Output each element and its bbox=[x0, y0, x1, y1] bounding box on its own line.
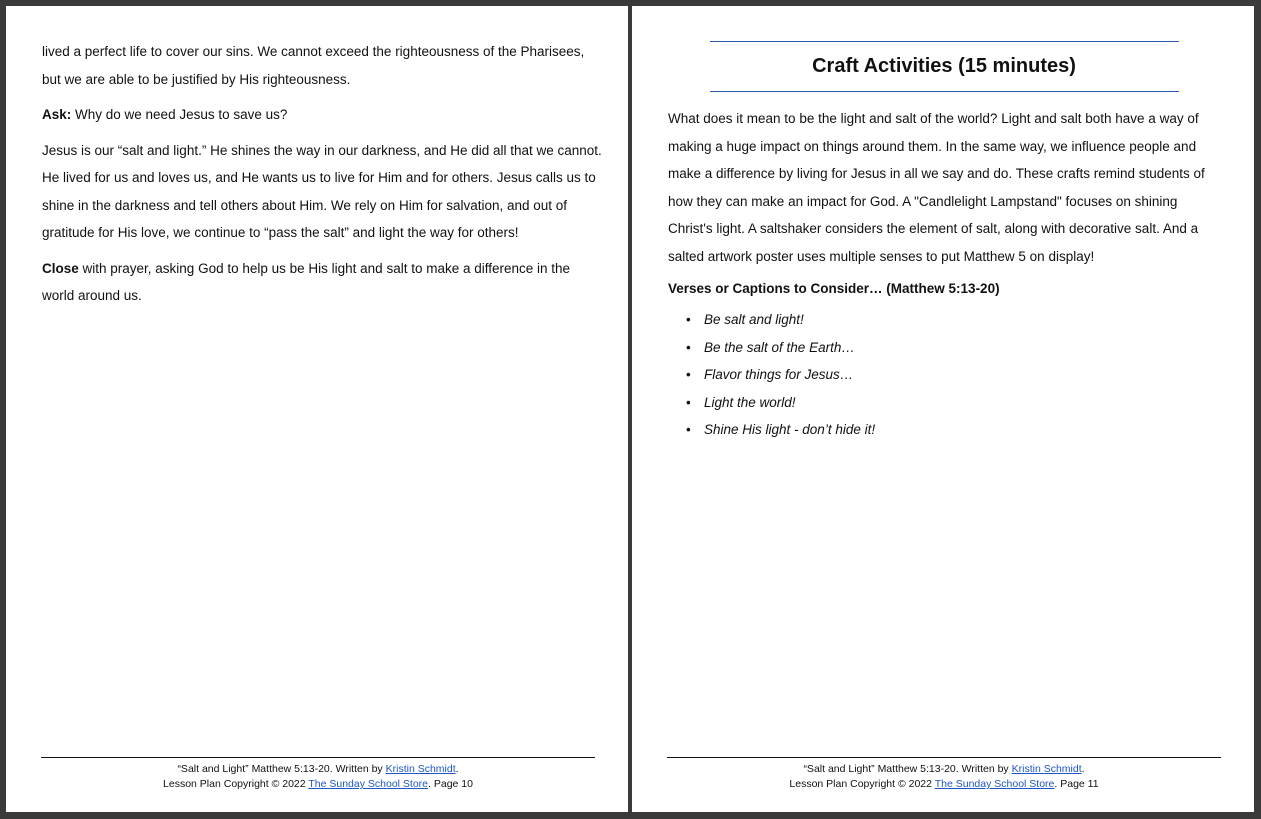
paragraph-ask bbox=[42, 101, 602, 129]
bullet-icon: • bbox=[686, 394, 691, 410]
bullet-icon: • bbox=[686, 312, 691, 327]
verses-heading: Verses or Captions to Consider… (Matthew 5:13-20) bbox=[668, 281, 1000, 296]
footer-copyright-text: Lesson Plan Copyright © 2022 bbox=[789, 778, 935, 790]
footer-line-2 bbox=[41, 777, 595, 792]
section-title: Craft Activities (15 minutes) bbox=[812, 55, 1076, 77]
paragraph-salt-and-light: Jesus is our “salt and light.” He shines the way in our darkness, and He did all that we cannot. He lived for us and loves us, and He wants us to live for Him and for others. Jesus calls us to shine in the darkness and tell others about Him. We rely on Him for salvation, and out of gratitude for His love, we continue to “pass the salt” and light the way for others! bbox=[42, 142, 602, 240]
craft-intro-paragraph: What does it mean to be the light and salt of the world? Light and salt both have a way of making a huge impact on things around them. In the same way, we influence people and make a difference by living for Jesus in all we say and do. These crafts remind students of how they can make an impact for God. A "Candlelight Lampstand" focuses on shining Christ's light. A saltshaker considers the element of salt, along with decorative salt. And a salted artwork poster uses multiple senses to put Matthew 5 on display! bbox=[668, 111, 1205, 264]
list-item bbox=[686, 389, 1220, 417]
footer-credit-text: “Salt and Light” Matthew 5:13-20. Written by bbox=[177, 763, 386, 775]
close-label: Close bbox=[42, 260, 79, 276]
footer-copyright-text: Lesson Plan Copyright © 2022 bbox=[163, 778, 309, 790]
list-item bbox=[686, 416, 1220, 444]
verse-caption: Flavor things for Jesus… bbox=[704, 367, 854, 382]
verse-caption: Shine His light - don’t hide it! bbox=[704, 422, 876, 437]
footer-line-1 bbox=[667, 762, 1221, 777]
footer-line-1 bbox=[41, 762, 595, 777]
list-item bbox=[686, 306, 1220, 334]
ask-text: Why do we need Jesus to save us? bbox=[71, 107, 288, 122]
store-link[interactable]: The Sunday School Store bbox=[308, 778, 429, 790]
list-item bbox=[686, 334, 1220, 362]
page-10-footer bbox=[41, 757, 595, 792]
verse-caption: Light the world! bbox=[704, 394, 796, 410]
list-item bbox=[686, 361, 1220, 389]
close-text: with prayer, asking God to help us be His light and salt to make a difference in the world around us. bbox=[42, 260, 571, 303]
bullet-icon: • bbox=[686, 422, 691, 437]
footer-credit-suffix: . bbox=[1081, 763, 1085, 775]
footer-credit-text: “Salt and Light” Matthew 5:13-20. Written by bbox=[803, 763, 1012, 775]
page-number: . Page 11 bbox=[1054, 778, 1099, 790]
document-page-10 bbox=[6, 6, 628, 812]
ask-label: Ask: bbox=[42, 107, 72, 122]
document-page-11 bbox=[632, 6, 1254, 812]
author-link[interactable]: Kristin Schmidt bbox=[385, 763, 456, 775]
footer-credit-suffix: . bbox=[455, 763, 459, 775]
store-link[interactable]: The Sunday School Store bbox=[934, 778, 1055, 790]
page-11-footer bbox=[667, 757, 1221, 792]
paragraph-close bbox=[42, 255, 602, 310]
bullet-icon: • bbox=[686, 367, 691, 382]
footer-line-2 bbox=[667, 777, 1221, 792]
verses-list bbox=[668, 306, 1220, 444]
verse-caption: Be salt and light! bbox=[704, 312, 804, 327]
paragraph-justified: lived a perfect life to cover our sins. We cannot exceed the righteousness of the Pharisees, but we are able to be justified by His righteousness. bbox=[42, 44, 585, 87]
author-link[interactable]: Kristin Schmidt bbox=[1011, 763, 1082, 775]
title-rule-bottom bbox=[710, 91, 1179, 92]
bullet-icon: • bbox=[686, 339, 691, 355]
page-number: . Page 10 bbox=[428, 778, 473, 790]
verse-caption: Be the salt of the Earth… bbox=[704, 339, 855, 355]
page-11-body bbox=[668, 41, 1220, 444]
page-10-body bbox=[42, 38, 602, 318]
